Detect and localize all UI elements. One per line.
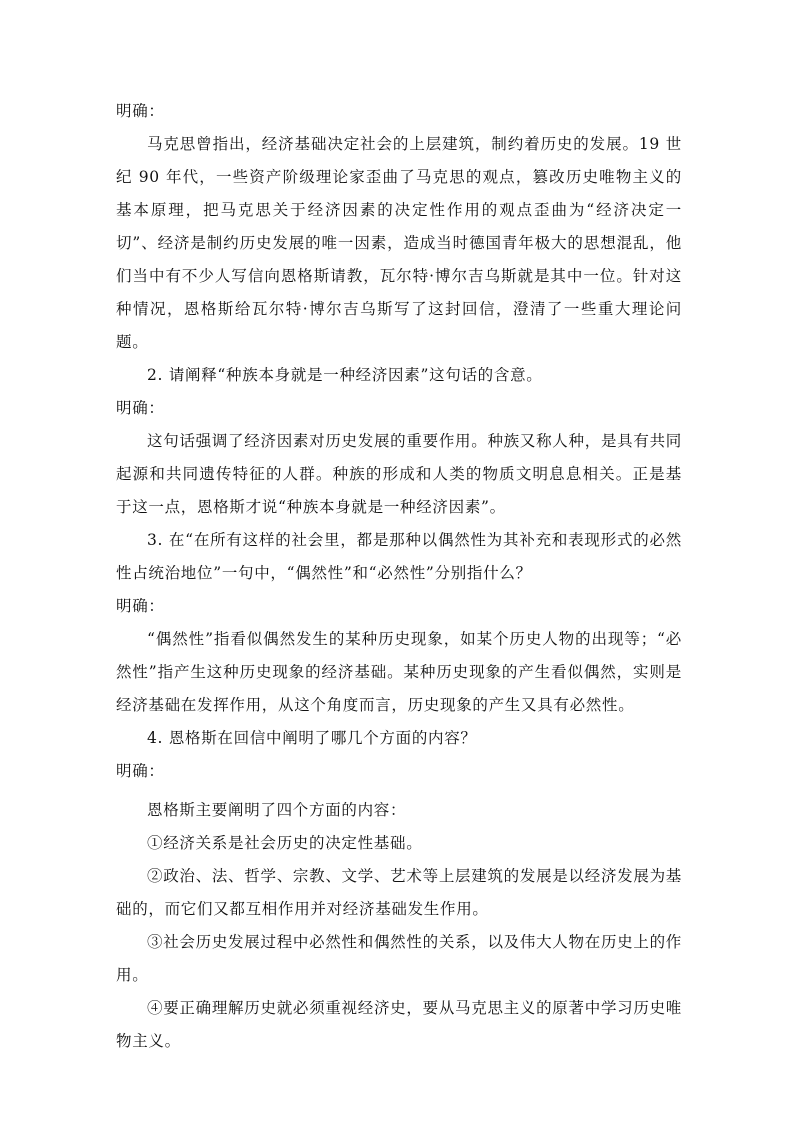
list-item: ②政治、法、哲学、宗教、文学、艺术等上层建筑的发展是以经济发展为基础的，而它们又都互相作用并对经济基础发生作用。	[116, 867, 682, 918]
question-3: 3. 在“在所有这样的社会里，都是那种以偶然性为其补充和表现形式的必然性占统治地位”一句中，“偶然性”和“必然性”分别指什么？	[116, 531, 682, 582]
question-2: 2. 请阐释“种族本身就是一种经济因素”这句话的含意。	[147, 366, 543, 384]
answer-paragraph: “偶然性”指看似偶然发生的某种历史现象，如某个历史人物的出现等；“必然性”指产生这种历史现象的经济基础。某种历史现象的产生看似偶然，实则是经济基础在发挥作用，从这个角度而言，历史现象的产生又具有必然性。	[116, 630, 682, 714]
document-body	[116, 95, 682, 1058]
answer-intro: 恩格斯主要阐明了四个方面的内容：	[147, 801, 407, 819]
list-item: ④要正确理解历史就必须重视经济史，要从马克思主义的原著中学习历史唯物主义。	[116, 999, 682, 1050]
answer-label: 明确：	[116, 762, 165, 780]
answer-paragraph: 马克思曾指出，经济基础决定社会的上层建筑，制约着历史的发展。19 世纪 90 年代，一些资产阶级理论家歪曲了马克思的观点，篡改历史唯物主义的基本原理，把马克思关于经济因素的决定性作用的观点歪曲为“经济决定一切”、经济是制约历史发展的唯一因素，造成当时德国青年极大的思想混乱，他们当中有不少人写信向恩格斯请教，瓦尔特·博尔吉乌斯就是其中一位。针对这种情况，恩格斯给瓦尔特·博尔吉乌斯写了这封回信，澄清了一些重大理论问题。	[116, 135, 682, 351]
answer-paragraph: 这句话强调了经济因素对历史发展的重要作用。种族又称人种，是具有共同起源和共同遗传特征的人群。种族的形成和人类的物质文明息息相关。正是基于这一点，恩格斯才说“种族本身就是一种经济因素”。	[116, 432, 682, 516]
answer-label: 明确：	[116, 102, 165, 120]
answer-label: 明确：	[116, 597, 165, 615]
list-item: ③社会历史发展过程中必然性和偶然性的关系，以及伟大人物在历史上的作用。	[116, 933, 682, 984]
question-4: 4. 恩格斯在回信中阐明了哪几个方面的内容？	[147, 729, 477, 747]
list-item: ①经济关系是社会历史的决定性基础。	[147, 834, 423, 852]
answer-label: 明确：	[116, 399, 165, 417]
